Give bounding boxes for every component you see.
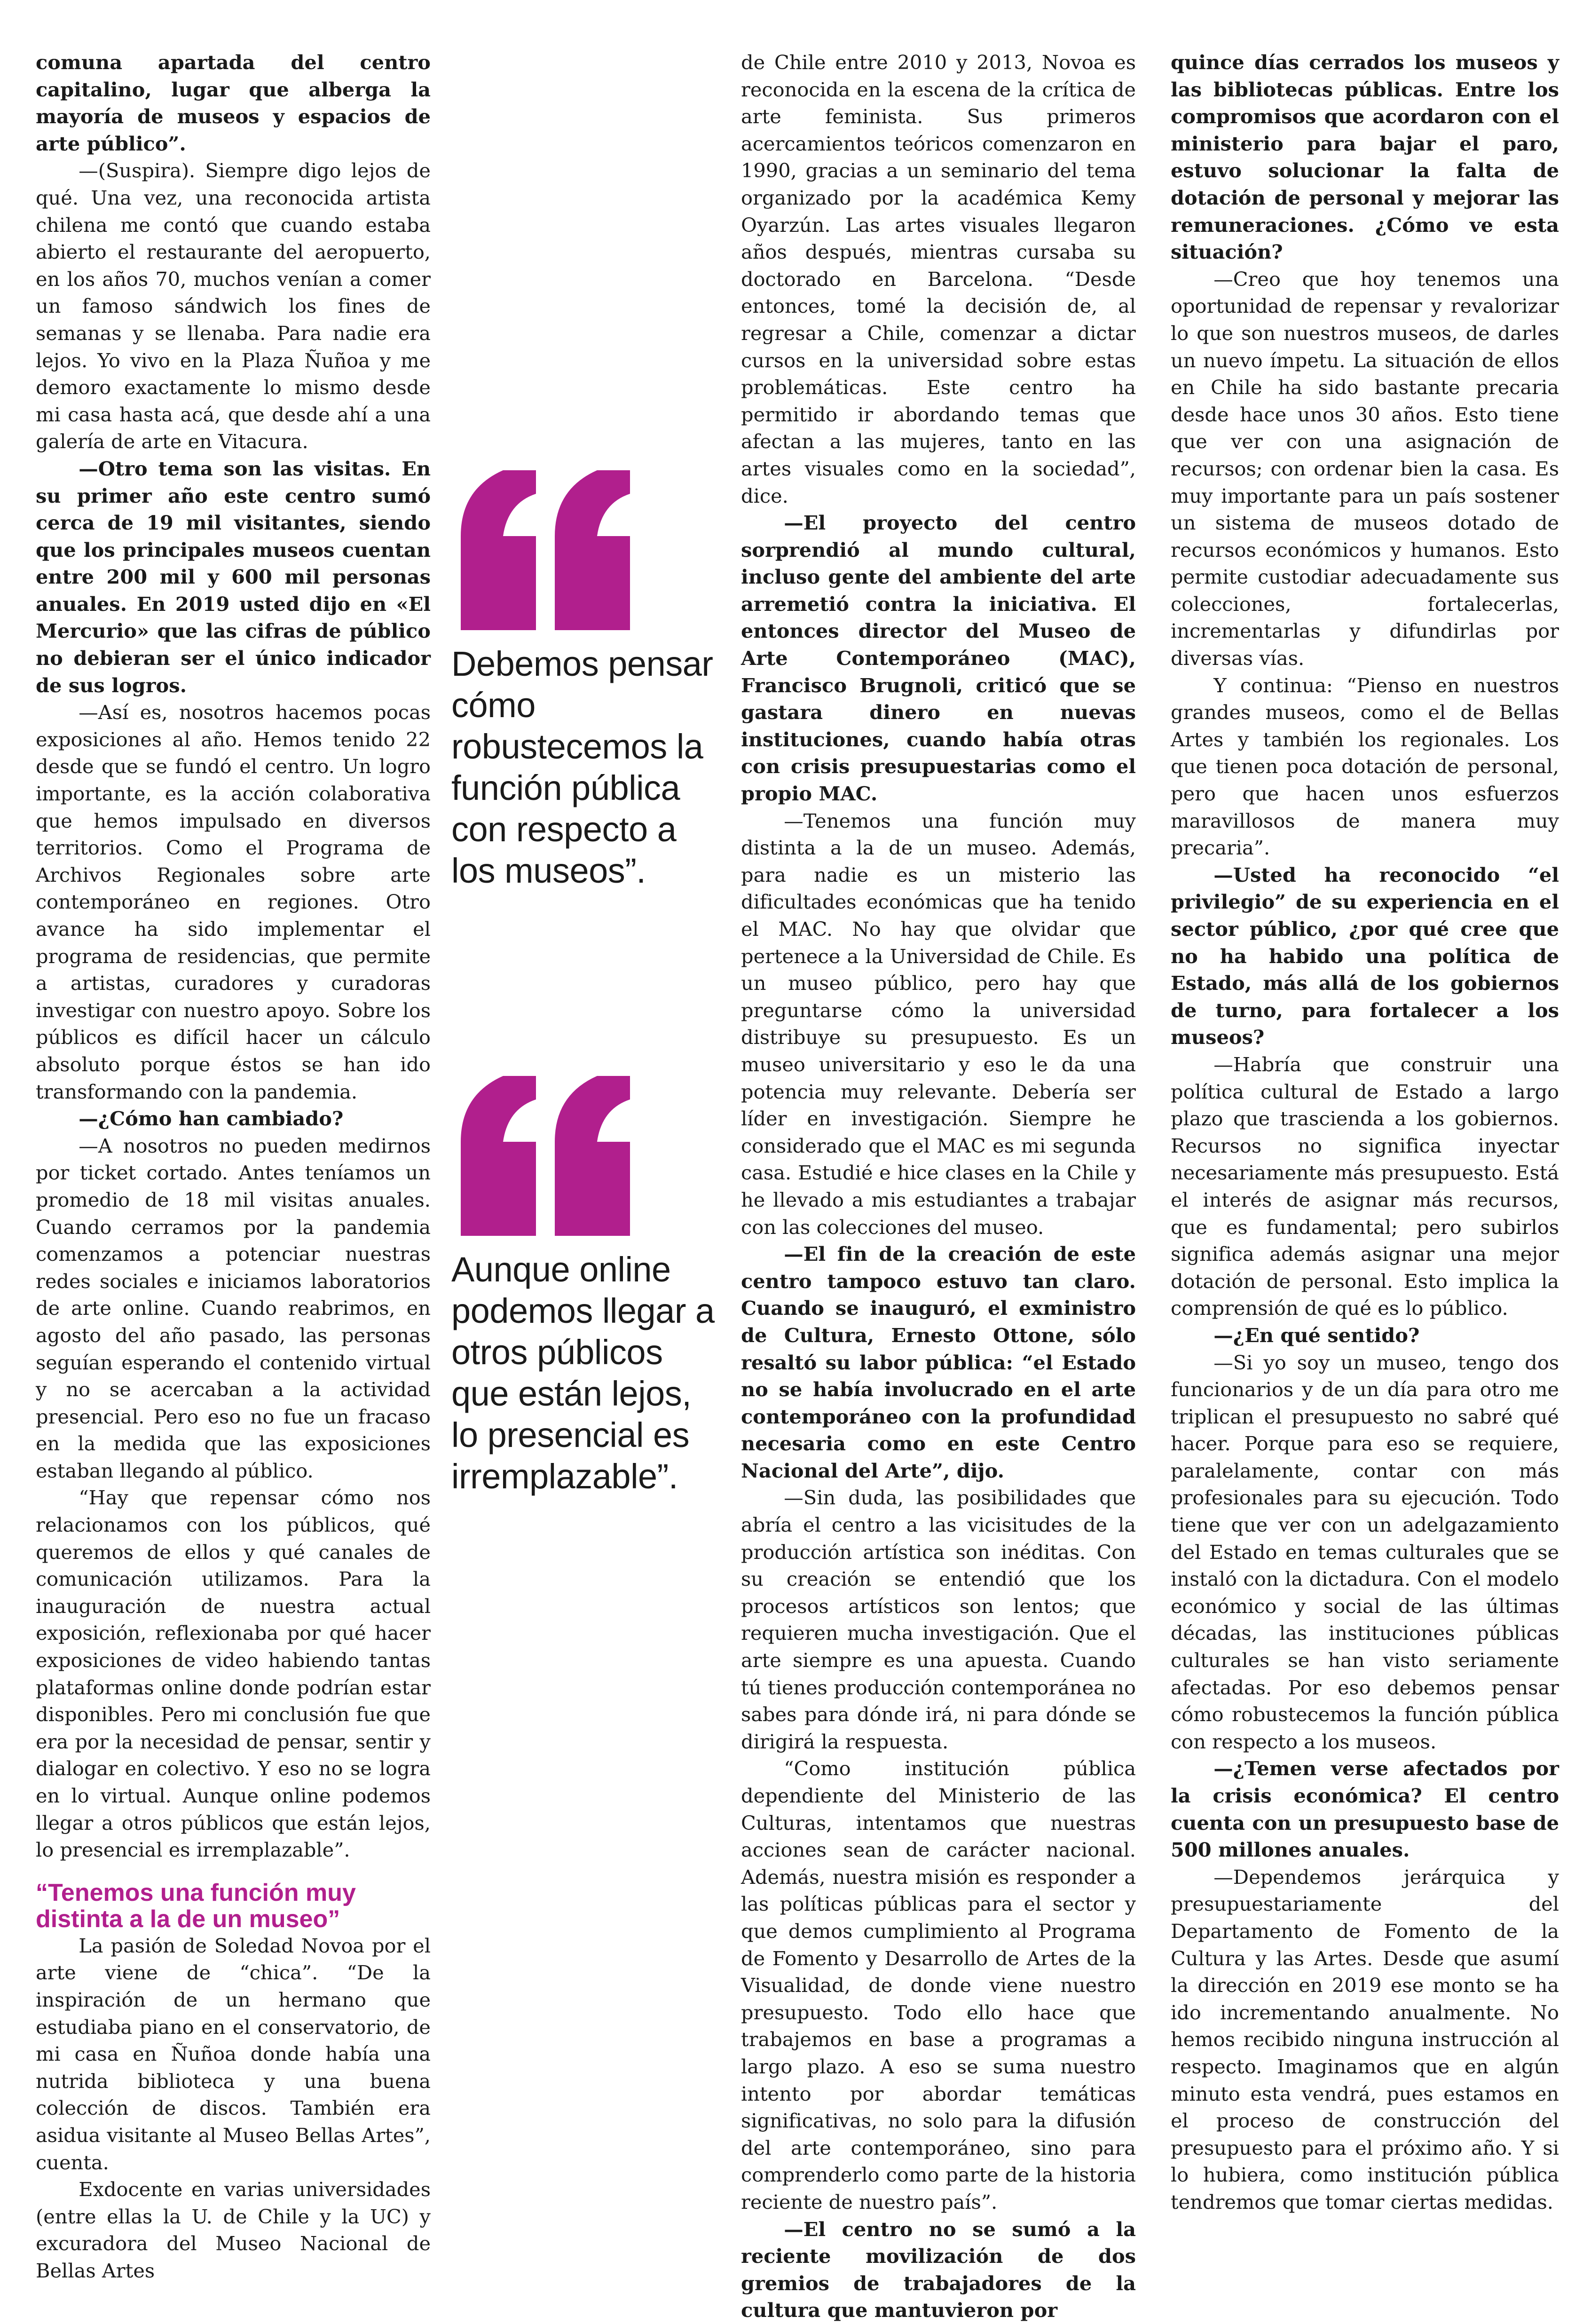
interview-question: —¿Cómo han cambiado? [79,1107,344,1130]
section-heading: “Tenemos una función muy distinta a la de un museo” [36,1879,356,1933]
interview-question: —Usted ha reconocido “el privilegio” de su experiencia en el sector público, ¿por qué cree que no ha habido una política de Estado, más allá de los gobiernos de turno, para fortalecer a los museos? [1171,863,1559,1049]
interview-question: —¿En qué sentido? [1213,1323,1420,1347]
article-paragraph: La pasión de Soledad Novoa por el arte viene de “chica”. “De la inspiración de un hermano que estudiaba piano en el conservatorio, de mi casa en Ñuñoa donde había una nutrida biblioteca y una buena colección de discos. También era asidua visitante al Museo Bellas Artes”, cuenta. [36,1934,431,2174]
article-column-2 [741,49,1136,2322]
article-paragraph: —Si yo soy un museo, tengo dos funcionarios y de un día para otro me triplican el presupuesto no sabré qué hacer. Porque para eso se requiere, paralelamente, contar con más profesionales para su ejecución. Todo tiene que ver con un adelgazamiento del Estado en temas culturales que se instaló con la dictadura. Con el modelo económico y social de las últimas décadas, las instituciones públicas culturales se han visto seriamente afectadas. Por eso debemos pensar cómo robustecemos la función pública con respecto a los museos. [1171,1351,1559,1753]
pull-quote-2 [451,1067,724,1497]
interview-question: —Otro tema son las visitas. En su primer año este centro sumó cerca de 19 mil visitantes, siendo que los principales museos cuentan entre 200 mil y 600 mil personas anuales. En 2019 usted dijo en «El Mercurio» que las cifras de público no debieran ser el único indicador de sus logros. [36,457,431,697]
interview-question: —El centro no se sumó a la reciente movilización de dos gremios de trabajadores de la cultura que mantuvieron por [741,2217,1136,2322]
article-paragraph: de Chile entre 2010 y 2013, Novoa es reconocida en la escena de la crítica de arte feminista. Sus primeros acercamientos teóricos comenzaron en 1990, gracias a un seminario del tema organizado por la académica Kemy Oyarzún. Las artes visuales llegaron años después, mientras cursaba su doctorado en Barcelona. “Desde entonces, tomé la decisión de, al regresar a Chile, comenzar a dictar cursos en la universidad sobre estas problemáticas. Este centro ha permitido ir abordando temas que afectan a las mujeres, tanto en las artes visuales como en la sociedad”, dice. [741,51,1136,507]
article-paragraph: “Hay que repensar cómo nos relacionamos con los públicos, qué queremos de ellos y qué canales de comunicación utilizamos. Para la inauguración de nuestra actual exposición, reflexionaba por qué hacer exposiciones de video habiendo tantas plataformas online donde podrían estar disponibles. Pero mi conclusión fue que era por la necesidad de pensar, sentir y dialogar en colectivo. Y eso no se logra en lo virtual. Aunque online podemos llegar a otros públicos que están lejos, lo presencial es irremplazable”. [36,1486,431,1862]
pull-quote-text: Aunque online podemos llegar a otros públicos que están lejos, lo presencial es irremplazable”. [451,1250,715,1496]
article-paragraph: —Sin duda, las posibilidades que abría el centro a las vicisitudes de la producción artística son inéditas. Con su creación se entendió que los procesos artísticos son lentos; que requieren mucha investigación. Que el arte siempre es una apuesta. Cuando tú tienes producción contemporánea no sabes para dónde irá, ni para dónde se dirigirá la respuesta. [741,1486,1136,1753]
article-column-3 [1171,49,1559,2213]
opening-quote-mark-icon [451,1067,639,1236]
article-column-1 [36,49,431,2282]
interview-question: comuna apartada del centro capitalino, lugar que alberga la mayoría de museos y espacios de arte público”. [36,51,431,155]
interview-question: —El fin de la creación de este centro tampoco estuvo tan claro. Cuando se inauguró, el exministro de Cultura, Ernesto Ottone, sólo resaltó su labor pública: “el Estado no se había involucrado en el arte contemporáneo con la profundidad necesaria como en este Centro Nacional del Arte”, dijo. [741,1242,1136,1482]
pull-quote-text: Debemos pensar cómo robustecemos la función pública con respecto a los museos”. [451,644,713,890]
article-paragraph: —Así es, nosotros hacemos pocas exposiciones al año. Hemos tenido 22 desde que se fundó el centro. Un logro importante, es la acción colaborativa que hemos impulsado en diversos territorios. Como el Programa de Archivos Regionales sobre arte contemporáneo en regiones. Otro avance ha sido implementar el programa de residencias, que permite a artistas, curadores y curadoras investigar con nuestro apoyo. Sobre los públicos es difícil hacer un cálculo absoluto porque éstos se han ido transformando con la pandemia. [36,701,431,1103]
article-paragraph: —Tenemos una función muy distinta a la de un museo. Además, para nadie es un misterio las dificultades económicas que ha tenido el MAC. No hay que olvidar que pertenece a la Universidad de Chile. Es un museo público, pero hay que preguntarse cómo la universidad distribuye su presupuesto. Es un museo universitario y eso le da una potencia muy relevante. Debería ser líder en investigación. Siempre he considerado que el MAC es mi segunda casa. Estudié e hice clases en la Chile y he llevado a mis estudiantes a trabajar con las colecciones del museo. [741,809,1136,1239]
interview-question: —El proyecto del centro sorprendió al mundo cultural, incluso gente del ambiente del arte arremetió contra la iniciativa. El entonces director del Museo de Arte Contemporáneo (MAC), Francisco Brugnoli, criticó que se gastara dinero en nuevas instituciones, cuando había otras con crisis presupuestarias como el propio MAC. [741,511,1136,806]
article-paragraph: “Como institución pública dependiente del Ministerio de las Culturas, intentamos que nuestras acciones sean de carácter nacional. Además, nuestra misión es responder a las políticas públicas para el sector y que demos cumplimiento al Programa de Fomento y Desarrollo de Artes de la Visualidad, de donde viene nuestro presupuesto. Todo ello hace que trabajemos en base a programas a largo plazo. A eso se suma nuestro intento por abordar temáticas significativas, no solo para la difusión del arte contemporáneo, sino para comprenderlo como parte de la historia reciente de nuestro país”. [741,1757,1136,2213]
opening-quote-mark-icon [451,461,639,630]
article-paragraph: —Creo que hoy tenemos una oportunidad de repensar y revalorizar lo que son nuestros museos, de darles un nuevo ímpetu. La situación de ellos en Chile ha sido bastante precaria desde hace unos 30 años. Esto tiene que ver con una asignación de recursos; con ordenar bien la casa. Es muy importante para un país sostener un sistema de museos dotado de recursos económicos y humanos. Esto permite custodiar adecuadamente sus colecciones, fortalecerlas, incrementarlas y difundirlas por diversas vías. [1171,267,1559,670]
article-paragraph: Exdocente en varias universidades (entre ellas la U. de Chile y la UC) y excuradora del Museo Nacional de Bellas Artes [36,2178,431,2282]
interview-question: quince días cerrados los museos y las bibliotecas públicas. Entre los compromisos que acordaron con el ministerio para bajar el paro, estuvo solucionar la falta de dotación de personal y mejorar las remuneraciones. ¿Cómo ve esta situación? [1171,51,1559,264]
article-paragraph: Y continua: “Pienso en nuestros grandes museos, como el de Bellas Artes y también los regionales. Los que tienen poca dotación de personal, pero que hacen unos esfuerzos maravillosos de manera muy precaria”. [1171,673,1559,860]
article-paragraph: —Habría que construir una política cultural de Estado a largo plazo que trascienda a los gobiernos. Recursos no significa inyectar necesariamente más presupuesto. Está el interés de asignar más recursos, que es fundamental; pero subirlos significa además asignar una mejor dotación de personal. Esto implica la comprensión de qué es lo público. [1171,1052,1559,1320]
interview-question: —¿Temen verse afectados por la crisis económica? El centro cuenta con un presupuesto base de 500 millones anuales. [1171,1757,1559,1862]
pull-quote-1 [451,461,724,892]
article-paragraph: —A nosotros no pueden medirnos por ticket cortado. Antes teníamos un promedio de 18 mil visitas anuales. Cuando cerramos por la pandemia comenzamos a potenciar nuestras redes sociales e iniciamos laboratorios de arte online. Cuando reabrimos, en agosto del año pasado, las personas seguían esperando el contenido virtual y no se acercaban a la actividad presencial. Pero eso no fue un fracaso en la medida que las exposiciones estaban llegando al público. [36,1134,431,1482]
article-paragraph: —(Suspira). Siempre digo lejos de qué. Una vez, una reconocida artista chilena me contó que cuando estaba abierto el restaurante del aeropuerto, en los años 70, muchos venían a comer un famoso sándwich los fines de semanas y se llenaba. Para nadie era lejos. Yo vivo en la Plaza Ñuñoa y me demoro exactamente lo mismo desde mi casa hasta acá, que desde ahí a una galería de arte en Vitacura. [36,159,431,453]
article-paragraph: —Dependemos jerárquica y presupuestariamente del Departamento de Fomento de la Cultura y las Artes. Desde que asumí la dirección en 2019 ese monto se ha ido incrementando anualmente. No hemos recibido ninguna instrucción al respecto. Imaginamos que en algún minuto esta vendrá, pues estamos en el proceso de construcción del presupuesto para el próximo año. Y si lo hubiera, como institución pública tendremos que tomar ciertas medidas. [1171,1865,1559,2213]
